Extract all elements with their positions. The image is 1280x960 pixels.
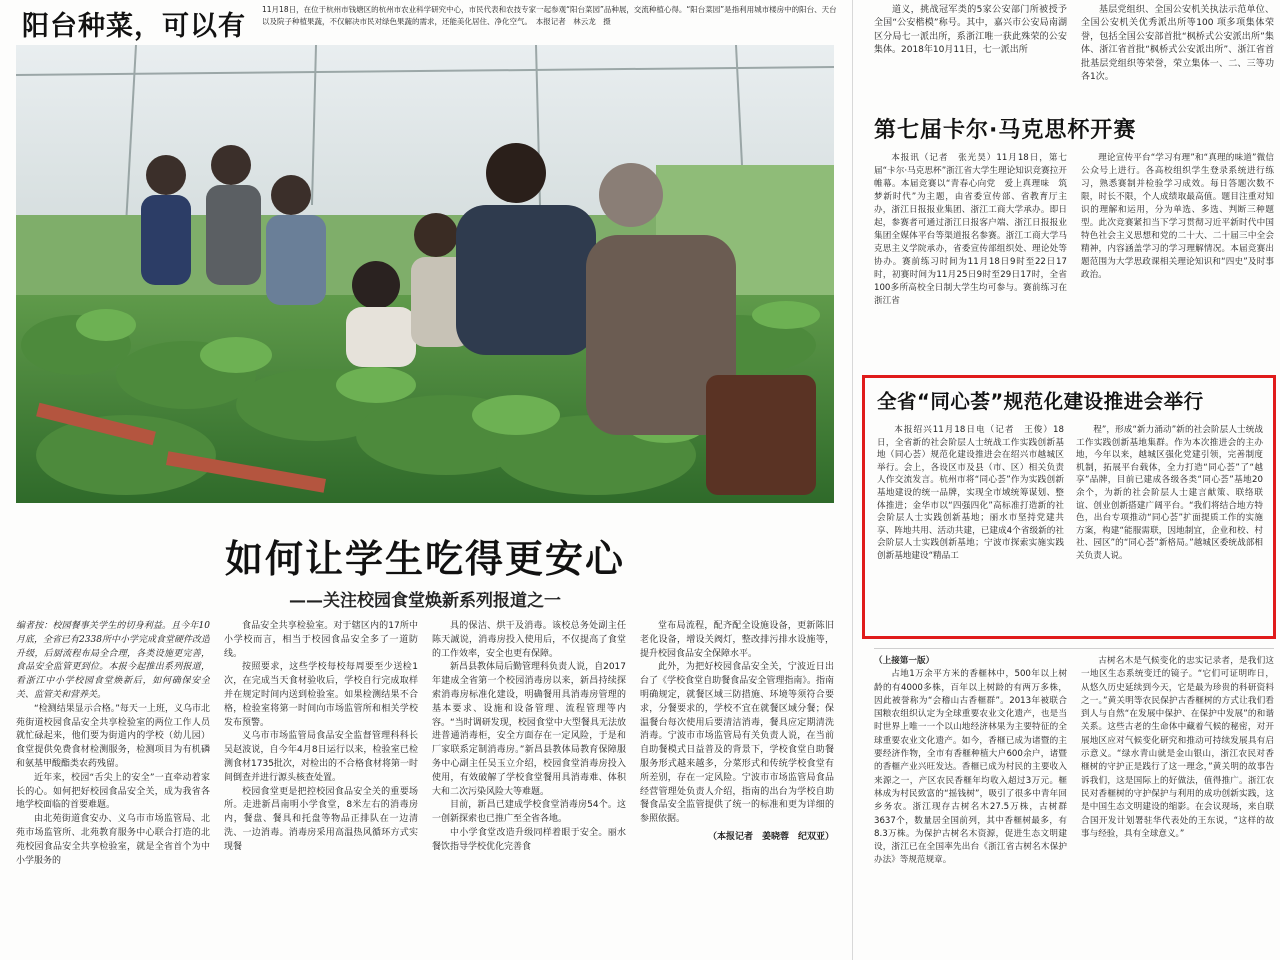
section-divider (874, 648, 1274, 649)
paragraph: 占地1万余平方米的香榧林中，500年以上树龄的有4000多株，百年以上树龄的有两万多株，因此被誉称为“会稽山古香榧群”。2013年被联合国粮农组织认定为全球重要农业文化遗产，也是当时世界上唯一一个以山地经济林果为主要特征的全球重要农业文化遗产。如今，香榧已成为诸暨的主要经济作物，全市有香榧种植大户600余户，诸暨的香榧产业兴旺发达。香榧已成为村民的主要收入来源之一，产区农民香榧年均收入超过3万元。榧林成为村民致富的“摇钱树”，吸引了很多中青年回乡务农。浙江现存古树名木27.5万株，古树群3637个，数量居全国前列，其中香榧树最多，有8.3万株。为保护古树名木资源，促进生态文明建设，浙江已在全国率先出台《浙江省古树名木保护办法》等规范规章。 (874, 669, 1067, 866)
article-column (1081, 655, 1274, 955)
paragraph: 校园食堂更是把控校园食品安全关的重要场所。走进新昌南明小学食堂，8米左右的消毒房内，餐盘、餐具和托盘等物品正排队在一边清洗、一边消毒。消毒房采用高温热风循环方式实现餐 (224, 786, 418, 852)
byline: （本报记者 姜晓蓉 纪双亚） (707, 831, 834, 842)
paragraph: 食品安全共享检验室。对于辖区内的17所中小学校而言，相当于校园食品安全多了一道防线。 (224, 621, 418, 659)
article-column (874, 655, 1067, 955)
article-title-karl-marx-cup: 第七届卡尔·马克思杯开赛 (874, 118, 1137, 143)
paragraph: 义乌市市场监管局食品安全监督管理科科长吴赵波说，自今年4月8日运行以来，检验室已检测食材1735批次，对检出的不合格食材将第一时间倒查并进行源头核查处置。 (224, 731, 418, 783)
greenhouse-photo-icon (16, 45, 834, 503)
paragraph: 基层党组织、全国公安机关执法示范单位、全国公安机关优秀派出所等100 项多项集体荣誉，包括全国公安部首批“枫桥式公安派出所”集体、浙江省首批“枫桥式公安派出所”、浙江省首批基层党组织等荣誉，荣立集体一、二、三等功各1次。 (1081, 5, 1274, 83)
paragraph: 古树名木是气候变化的忠实记录者，是我们这一地区生态系统变迁的镜子。“它们可证明昨日，从悠久历史延续到今天，它是最为珍贵的科研资料之一。”黄关明等农民保护古香榧树的方式让我们看到人与自然“在发展中保护、在保护中发展”的和谐关系。这些古老的生命体中藏着气候的秘密，对开展地区应对气候变化研究和推动可持续发展具有启示意义。“绿水青山就是金山银山，浙江农民对香榧树的守护正是践行了这一理念，”黄关明的故事告诉我们，这是国际上的好做法，值得推广。浙江农民对香榧树的守护保护与利用的成功创新实践，这是中国生态文明建设的缩影。在会议现场，来自联合国开发计划署驻华代表处的王东说，“这样的故事与经验，具有全球意义。” (1081, 656, 1274, 839)
highlighted-article-body (877, 424, 1263, 622)
right-bottom-article (874, 655, 1274, 955)
paragraph: 目前，新昌已建成学校食堂消毒房54个。这一创新探索也已推广至全省各地。 (432, 800, 626, 825)
top-headline: 阳台种菜，可以有 (22, 11, 246, 42)
article-column (1081, 152, 1274, 358)
paragraph: “检测结果显示合格。”每天一上班，义乌市北苑街道校园食品安全共享检验室的两位工作人员就忙碌起来，他们要为街道内的学校（幼儿园）食堂提供免费食材检测服务，检测项目为有机磷和氨基甲酸酯类农药残留。 (16, 703, 210, 769)
column-divider (852, 0, 853, 960)
paragraph: 理论宣传平台“学习有理”和“真理的味道”微信公众号上进行。各高校组织学生登录系统进行练习，熟悉赛制并检验学习成效。每日答题次数不限，时长不限，个人成绩取最高值。题目注重对知识的理解和运用，分为单选、多选、判断三种题型。此次竞赛紧扣当下学习贯彻习近平新时代中国特色社会主义思想和党的二十大、二十届三中全会精神，内容涵盖学习的学习理解情况。本届竞赛出题范围为大学思政课相关理论知识和“四史”及时事政治。 (1081, 153, 1274, 280)
news-photo (16, 45, 834, 503)
highlighted-article (862, 375, 1276, 639)
article-column (1076, 424, 1263, 622)
right-top-article (874, 4, 1274, 86)
main-subtitle: ——关注校园食堂焕新系列报道之一 (289, 591, 561, 611)
top-caption: 11月18日，在位于杭州市钱塘区的杭州市农业科学研究中心，市民代表和农技专家一起参观“阳台菜园”品种展，交流种植心得。“阳台菜园”是指利用城市楼房中的阳台、天台以及院子种植果蔬，不仅解决市民对绿色果蔬的需求，还能美化居住、净化空气。 本报记者 林云龙 摄 (262, 5, 837, 26)
karl-marx-cup-body (874, 152, 1274, 358)
paragraph: 本报绍兴11月18日电（记者 王俊）18日，全省新的社会阶层人士统战工作实践创新基地（同心荟）规范化建设推进会在绍兴市越城区举行。会上，各设区市及县（市、区）相关负责人作交流发言。杭州市将“同心荟”作为实践创新基地建设的统一品牌，实现全市域统筹谋划、整体推进；金华市以“四强四化”高标准打造新的社会阶层人士实践创新基地；丽水市坚持党建共享、阵地共用、活动共建，已建成4个省级新的社会阶层人士实践创新基地；宁波市探索实施实践创新基地建设“精品工 (877, 425, 1064, 561)
paragraph: 堂布局流程，配齐配全设施设备，更新陈旧老化设备，增设关阀灯，整改排污排水设施等，提升校园食品安全保障水平。 (640, 621, 834, 659)
continued-label: （上接第一版） (874, 656, 935, 666)
article-column (16, 620, 210, 956)
article-column (877, 424, 1064, 622)
paragraph: 本报讯（记者 张光昊）11月18日，第七届“卡尔·马克思杯”浙江省大学生理论知识竞赛拉开帷幕。本届竞赛以“青春心向党 爱上真理味 筑梦新时代”为主题，由省委宣传部、省教育厅主办，浙江日报报业集团、浙江工商大学承办。即日起，参赛者可通过浙江日报客户端、浙江日报报业集团全媒体平台等渠道报名参赛。浙江工商大学马克思主义学院承办，省委宣传部组织处、理论处等协办。赛前练习时间为11月18日9时至22日17时，初赛时间为11月25日9时至29日17时，全省100多所高校全日制大学生均可参与。赛前练习在浙江省 (874, 153, 1067, 306)
main-article-body (16, 620, 834, 956)
paragraph: 具的保洁、烘干及消毒。该校总务处副主任陈天誠说，消毒房投入使用后，不仅提高了食堂的工作效率，安全也更有保障。 (432, 621, 626, 659)
paragraph: 此外，为把好校园食品安全关，宁波近日出台了《学校食堂自助餐食品安全管理指南》。指南明确规定，就餐区域三防措施、环境等须符合要求，分餐要求的，学校不宜在就餐区域分餐；保温餐台每次使用后要清洁消毒，餐具应定期清洗消毒。宁波市市场监管局有关负责人说，在当前自助餐模式日益普及的背景下，学校食堂自助餐服务形式越来越多，分菜形式和传统学校食堂有所差别，存在一定风险。宁波市市场监管局食品经营管理处负责人介绍，指南的出台为学校自助餐食品安全监管提供了统一的标准和更为详细的参照依据。 (640, 662, 834, 825)
main-title: 如何让学生吃得更安心 (224, 537, 625, 581)
paragraph: 按照要求，这些学校每校每周要至少送检1次，在完成当天食材验收后，学校自行完成取样并在规定时间内送到检验室。如果检测结果不合格，检验室将第一时间向市场监管所和相关学校发布预警。 (224, 662, 418, 728)
article-column (640, 620, 834, 956)
paragraph: 道义，挑战冠军类的5家公安部门所被授予全国“公安楷模”称号。其中，嘉兴市公安局南湖区分局七一派出所，系浙江唯一获此殊荣的公安集体。2018年10月11日，七一派出所 (874, 5, 1067, 56)
article-column (874, 4, 1067, 86)
editor-note: 编者按：校园餐事关学生的切身利益。且今年10月底，全省已有2338所中小学完成食堂硬件改造升级，后厨流程布局全合理，各类设施更完善，食品安全监管更到位。本报今起推出系列报道，看浙江中小学校园食堂焕新后，如何确保安全关、监管关和营养关。 (16, 621, 210, 700)
article-column (1081, 4, 1274, 86)
paragraph: 中小学食堂改造升级同样着眼于安全。丽水餐饮指导学校优化完善食 (432, 827, 626, 852)
paragraph: 近年来，校园“舌尖上的安全”一直牵动着家长的心。如何把好校园食品安全关，成为我省各地学校面临的首要难题。 (16, 772, 210, 811)
article-column (224, 620, 418, 956)
highlighted-article-title: 全省“同心荟”规范化建设推进会举行 (877, 390, 1204, 413)
paragraph: 程”，形成“新力涌动”新的社会阶层人士统战工作实践创新基地集群。作为本次推进会的主办地，今年以来，越城区强化党建引领，完善制度机制，拓展平台载体，全力打造“同心荟”了“越享”品牌，目前已建成各级各类“同心荟”基地20余个，为新的社会阶层人士建言献策、联络联谊、创业创新搭建广阔平台。“我们将结合地方特色，出台专项推动“同心荟”扩面提质工作的实施方案，构建“能服需联，因地制宜，企业和校、村社、园区”的“同心荟”新格局。”越城区委统战部相关负责人说。 (1076, 425, 1263, 561)
paragraph: 新昌县教体局后勤管理科负责人说，自2017年建成全省第一个校园消毒房以来，新昌持续探索消毒房标准化建设，明确餐用具消毒房管理的基本要求、设施和设备管理、流程管理等内容。“当时调研发现，校园食堂中大型餐具无法放进普通消毒柜，安全方面存在一定风险，于是和厂家联系定制消毒房。”新昌县教体局教育保障服务中心副主任吴玉立介绍，校园食堂消毒房投入使用，有效破解了学校食堂餐用具消毒难、体积大和二次污染风险大等难题。 (432, 662, 626, 797)
article-column (874, 152, 1067, 358)
article-column (432, 620, 626, 956)
paragraph: 由北苑街道食安办、义乌市市场监管局、北苑市场监管所、北苑教育服务中心联合打造的北苑校园食品安全共享检验室，就是全省首个为中小学服务的 (16, 814, 210, 866)
